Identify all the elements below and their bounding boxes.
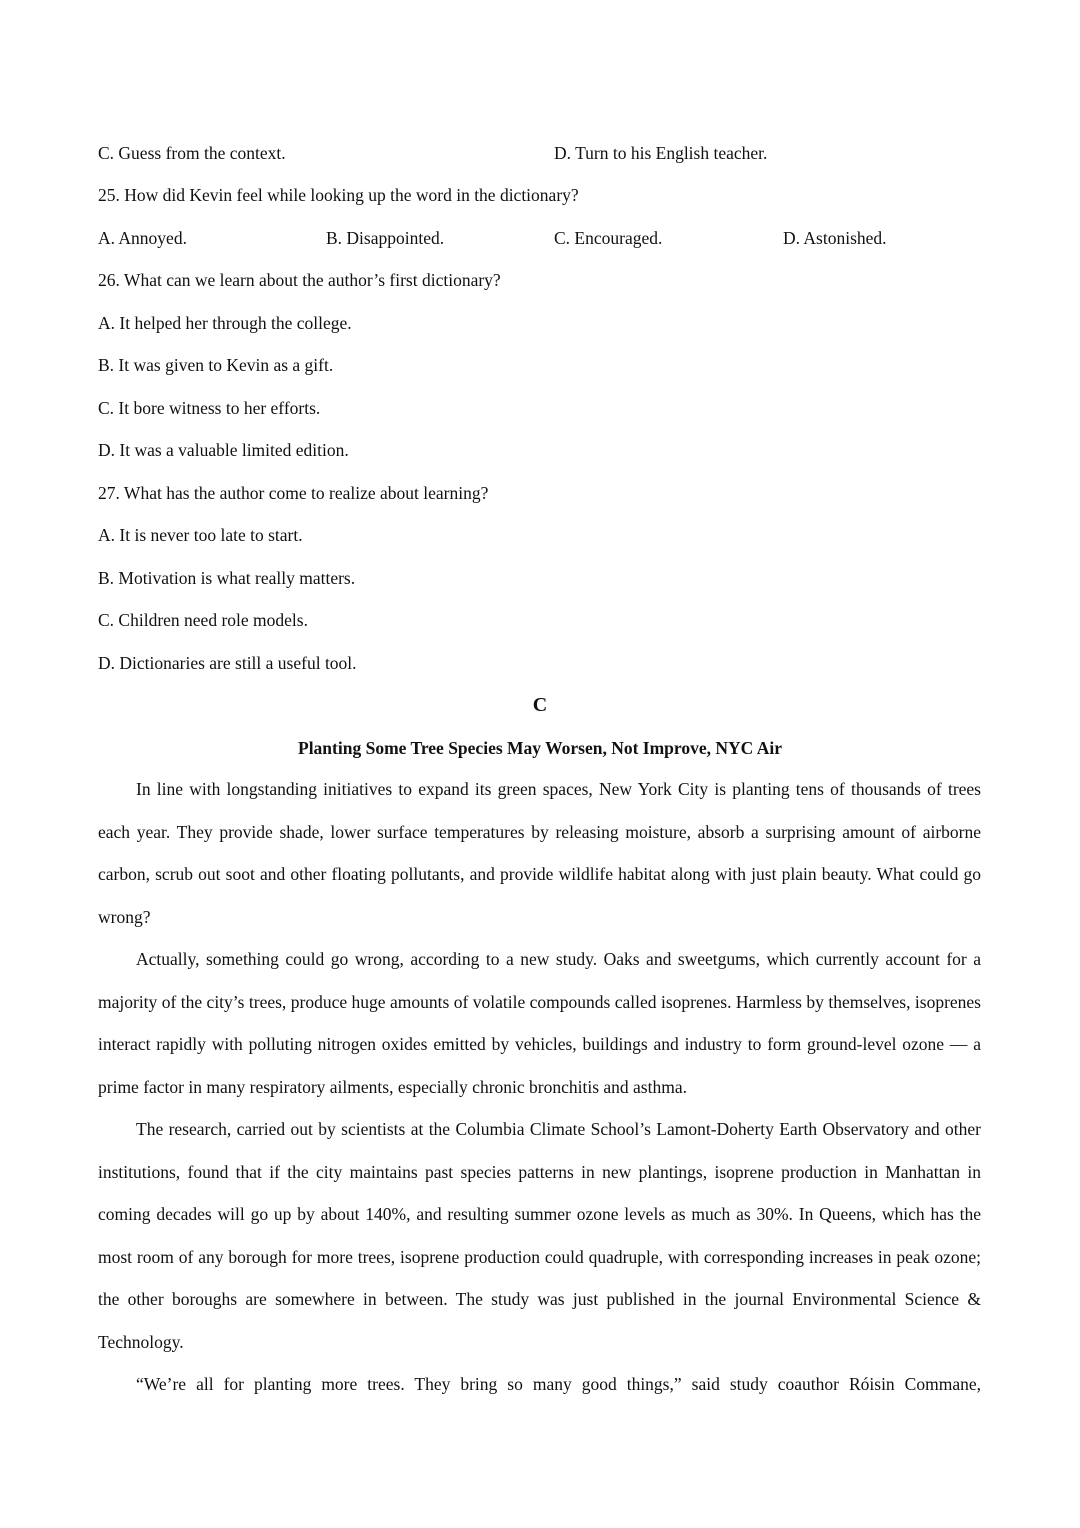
- q26-option-a: A. It helped her through the college.: [98, 313, 352, 333]
- paragraph-1: In line with longstanding initiatives to expand its green spaces, New York City is planting tens of thousands of trees each year. They provide shade, lower surface temperatures by releasing moisture, absorb a surprising amount of airborne carbon, scrub out soot and other floating pollutants, and provide wildlife habitat along with just plain beauty. What could go wrong?: [98, 779, 981, 927]
- q25-option-c: C. Encouraged.: [554, 228, 663, 248]
- q25-option-a: A. Annoyed.: [98, 228, 187, 248]
- q27-option-d: D. Dictionaries are still a useful tool.: [98, 653, 357, 673]
- q25-options-row: [98, 225, 981, 251]
- q27-option-b: B. Motivation is what really matters.: [98, 568, 356, 588]
- article-title: Planting Some Tree Species May Worsen, Not Improve, NYC Air: [298, 738, 782, 758]
- section-letter: C: [532, 694, 548, 716]
- q24-option-d: D. Turn to his English teacher.: [554, 143, 768, 163]
- q26-option-b: B. It was given to Kevin as a gift.: [98, 355, 334, 375]
- q25-option-b: B. Disappointed.: [326, 228, 445, 248]
- q26-question: 26. What can we learn about the author’s first dictionary?: [98, 270, 501, 290]
- q25-option-d: D. Astonished.: [783, 228, 887, 248]
- q24-option-c: C. Guess from the context.: [98, 143, 286, 163]
- q26-option-d: D. It was a valuable limited edition.: [98, 440, 349, 460]
- q26-option-c: C. It bore witness to her efforts.: [98, 398, 321, 418]
- q27-option-c: C. Children need role models.: [98, 610, 308, 630]
- paragraph-3: The research, carried out by scientists at the Columbia Climate School’s Lamont-Doherty Earth Observatory and other institutions, found that if the city maintains past species patterns in new plantings, isoprene production in Manhattan in coming decades will go up by about 140%, and resulting summer ozone levels as much as 30%. In Queens, which has the most room of any borough for more trees, isoprene production could quadruple, with corresponding increases in peak ozone; the other boroughs are somewhere in between. The study was just published in the journal Environmental Science & Technology.: [98, 1119, 981, 1352]
- q27-question: 27. What has the author come to realize about learning?: [98, 483, 489, 503]
- paragraph-2: Actually, something could go wrong, according to a new study. Oaks and sweetgums, which currently account for a majority of the city’s trees, produce huge amounts of volatile compounds called isoprenes. Harmless by themselves, isoprenes interact rapidly with polluting nitrogen oxides emitted by vehicles, buildings and industry to form ground-level ozone — a prime factor in many respiratory ailments, especially chronic bronchitis and asthma.: [98, 949, 981, 1097]
- paragraph-4: “We’re all for planting more trees. They bring so many good things,” said study coauthor Róisin Commane,: [136, 1374, 981, 1394]
- q25-question: 25. How did Kevin feel while looking up the word in the dictionary?: [98, 185, 579, 205]
- q27-option-a: A. It is never too late to start.: [98, 525, 303, 545]
